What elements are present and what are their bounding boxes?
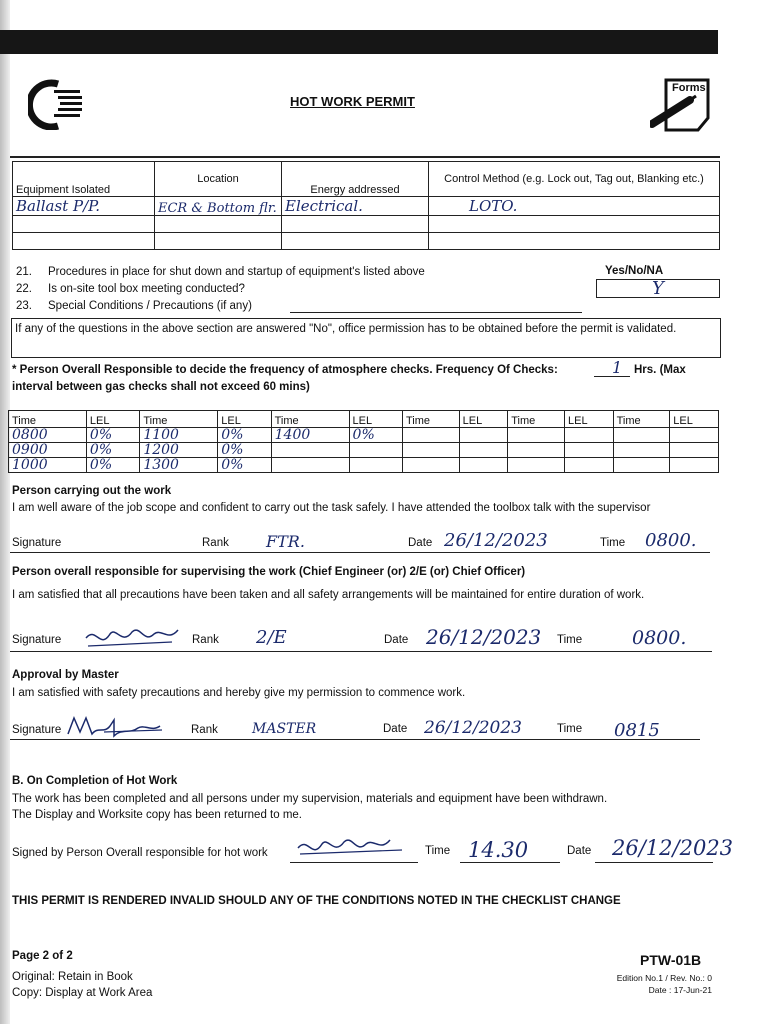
gas-lel-cell: 0% <box>86 443 139 458</box>
isolation-table <box>12 161 720 250</box>
energy-cell: Electrical. <box>282 197 429 216</box>
gas-lel-cell <box>670 428 719 443</box>
gas-time-cell <box>402 428 459 443</box>
gas-time-cell <box>508 428 565 443</box>
gas-lel-cell <box>564 458 613 473</box>
gas-time-cell <box>271 458 349 473</box>
col-equipment-header: Equipment Isolated <box>13 162 155 197</box>
gas-time-cell <box>613 443 670 458</box>
office-permission-notice: If any of the questions in the above section are answered "No", office permission has to be obtained before the permit is validated. <box>11 318 721 358</box>
gas-time-cell <box>613 428 670 443</box>
col-location-header: Location <box>155 162 282 197</box>
gas-time-cell: 1300 <box>140 458 218 473</box>
gas-time-header: Time <box>9 411 87 428</box>
completion-statement-1: The work has been completed and all persons under my supervision, materials and equipment have been withdrawn. <box>12 793 608 805</box>
gas-time-cell: 0900 <box>9 443 87 458</box>
gas-time-cell <box>402 458 459 473</box>
supervisor-rank: 2/E <box>256 627 287 648</box>
gas-time-header: Time <box>271 411 349 428</box>
supervisor-signature-icon <box>82 620 182 654</box>
gas-lel-cell: 0% <box>86 458 139 473</box>
gas-table-row <box>9 458 719 473</box>
gas-lel-cell: 0% <box>218 458 271 473</box>
gas-time-cell: 0800 <box>9 428 87 443</box>
completion-signature-icon <box>292 830 414 864</box>
gas-lel-cell: 0% <box>218 443 271 458</box>
gas-table-row <box>9 443 719 458</box>
master-time-label: Time <box>557 723 583 735</box>
master-rank: MASTER <box>252 721 317 737</box>
worker-heading: Person carrying out the work <box>12 485 172 497</box>
supervisor-time-label: Time <box>557 634 583 646</box>
gas-lel-cell <box>459 428 508 443</box>
gas-time-cell <box>271 443 349 458</box>
worker-statement: I am well aware of the job scope and confident to carry out the task safely. I have attended the toolbox talk with the supervisor <box>12 502 651 514</box>
master-rule <box>10 739 700 740</box>
gas-lel-cell <box>564 428 613 443</box>
supervisor-statement: I am satisfied that all precautions have been taken and all safety arrangements will be maintained for entire duration of work. <box>12 589 645 601</box>
worker-time: 0800. <box>645 530 697 551</box>
gas-lel-header: LEL <box>218 411 271 428</box>
gas-lel-cell <box>459 443 508 458</box>
completion-heading: B. On Completion of Hot Work <box>12 775 178 787</box>
gas-table-row <box>9 428 719 443</box>
master-date: 26/12/2023 <box>424 718 522 738</box>
gas-time-header: Time <box>402 411 459 428</box>
gas-lel-cell <box>349 443 402 458</box>
gas-lel-header: LEL <box>86 411 139 428</box>
completion-date-label: Date <box>567 845 592 857</box>
gas-time-cell: 1100 <box>140 428 218 443</box>
edition-date: Date : 17-Jun-21 <box>648 985 712 995</box>
gas-lel-cell: 0% <box>349 428 402 443</box>
gas-time-header: Time <box>508 411 565 428</box>
form-code: PTW-01B <box>640 952 702 968</box>
worker-rank: FTR. <box>266 532 305 551</box>
location-cell: ECR & Bottom flr. <box>155 197 282 216</box>
supervisor-date-label: Date <box>384 634 409 646</box>
forms-label: Forms <box>672 82 706 94</box>
master-time: 0815 <box>614 720 660 741</box>
gas-time-cell <box>402 443 459 458</box>
company-logo-icon <box>28 78 84 130</box>
page-number: Page 2 of 2 <box>12 950 73 962</box>
supervisor-rank-label: Rank <box>192 634 219 646</box>
gas-time-cell: 1200 <box>140 443 218 458</box>
worker-signature-label: Signature <box>12 537 62 549</box>
completion-date: 26/12/2023 <box>612 836 734 860</box>
gas-time-cell <box>613 458 670 473</box>
completion-time: 14.30 <box>468 838 529 862</box>
col-energy-header: Energy addressed <box>282 162 429 197</box>
completion-time-line <box>460 862 560 863</box>
worker-rank-label: Rank <box>202 537 229 549</box>
q22-text: Is on-site tool box meeting conducted? <box>48 283 245 295</box>
gas-time-header: Time <box>140 411 218 428</box>
worker-time-label: Time <box>600 537 626 549</box>
worker-rule <box>10 552 710 553</box>
gas-lel-cell <box>670 458 719 473</box>
gas-lel-cell <box>459 458 508 473</box>
gas-lel-cell: 0% <box>218 428 271 443</box>
gas-lel-header: LEL <box>670 411 719 428</box>
gas-lel-cell <box>564 443 613 458</box>
master-date-label: Date <box>383 723 408 735</box>
supervisor-time: 0800. <box>632 627 687 649</box>
forms-icon <box>650 78 714 136</box>
gas-time-cell: 1000 <box>9 458 87 473</box>
gas-check-table <box>8 410 719 473</box>
footer-copy: Copy: Display at Work Area <box>12 987 153 999</box>
q23-answer-line <box>290 312 582 313</box>
q21-text: Procedures in place for shut down and startup of equipment's listed above <box>48 266 425 278</box>
gas-lel-header: LEL <box>564 411 613 428</box>
gas-time-cell: 1400 <box>271 428 349 443</box>
equipment-cell: Ballast P/P. <box>13 197 155 216</box>
edition-number: Edition No.1 / Rev. No.: 0 <box>616 973 712 983</box>
yesno-answer: Y <box>652 278 664 299</box>
page-title: HOT WORK PERMIT <box>290 94 415 109</box>
gas-lel-cell <box>670 443 719 458</box>
supervisor-date: 26/12/2023 <box>426 625 542 649</box>
header-bar <box>0 30 718 54</box>
gas-lel-header: LEL <box>459 411 508 428</box>
invalid-notice: THIS PERMIT IS RENDERED INVALID SHOULD ANY OF THE CONDITIONS NOTED IN THE CHECKLIST CHANGE <box>12 895 621 907</box>
master-signature-label: Signature <box>12 724 62 736</box>
supervisor-heading: Person overall responsible for supervising the work (Chief Engineer (or) 2/E (or) Chief Officer) <box>12 566 526 578</box>
footer-original: Original: Retain in Book <box>12 971 133 983</box>
supervisor-rule <box>10 651 712 652</box>
gas-lel-header: LEL <box>349 411 402 428</box>
q22-number: 22. <box>16 283 32 295</box>
completion-date-line <box>595 862 713 863</box>
master-heading: Approval by Master <box>12 669 119 681</box>
header-rule <box>10 156 720 158</box>
supervisor-signature-label: Signature <box>12 634 62 646</box>
gas-time-cell <box>508 458 565 473</box>
master-signature-icon <box>64 712 164 742</box>
frequency-text: * Person Overall Responsible to decide the frequency of atmosphere checks. Frequency Of Checks: <box>12 364 558 376</box>
completion-statement-2: The Display and Worksite copy has been returned to me. <box>12 809 302 821</box>
q21-number: 21. <box>16 266 32 278</box>
completion-time-label: Time <box>425 845 451 857</box>
yesno-header: Yes/No/NA <box>605 265 664 277</box>
gas-lel-cell: 0% <box>86 428 139 443</box>
col-control-header: Control Method (e.g. Lock out, Tag out, Blanking etc.) <box>429 162 720 197</box>
gas-lel-cell <box>349 458 402 473</box>
frequency-note: interval between gas checks shall not exceed 60 mins) <box>12 381 310 393</box>
q23-number: 23. <box>16 300 32 312</box>
master-rank-label: Rank <box>191 724 218 736</box>
completion-signed-label: Signed by Person Overall responsible for hot work <box>12 847 268 859</box>
q23-text: Special Conditions / Precautions (if any) <box>48 300 252 312</box>
worker-date-label: Date <box>408 537 433 549</box>
master-statement: I am satisfied with safety precautions and hereby give my permission to commence work. <box>12 687 466 699</box>
frequency-line <box>594 376 630 377</box>
binding-edge <box>0 0 10 1024</box>
gas-time-header: Time <box>613 411 670 428</box>
control-cell: LOTO. <box>429 197 720 216</box>
worker-date: 26/12/2023 <box>444 530 548 551</box>
completion-signature-line <box>290 862 418 863</box>
frequency-value: 1 <box>612 358 623 377</box>
frequency-unit: Hrs. (Max <box>634 364 686 376</box>
gas-time-cell <box>508 443 565 458</box>
